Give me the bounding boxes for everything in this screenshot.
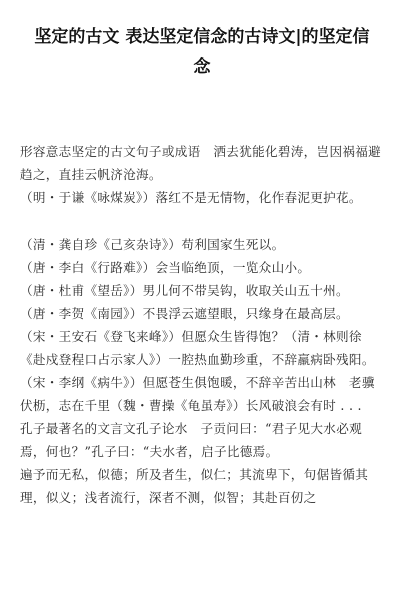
paragraph: （清・龚自珍《己亥杂诗》）苟利国家生死以。	[20, 237, 285, 252]
article-body	[20, 140, 384, 509]
paragraph-gap	[20, 209, 384, 233]
paragraph: 遍予而无私，似德；所及者生，似仁；其流卑下，句倨皆循其理，似义；浅者流行，深者不测，似智；其赴百仞之	[20, 467, 369, 505]
paragraph: （宋・李纲《病牛》）但愿苍生俱饱暖，不辞辛苦出山林 老骥伏枥，志在千里（魏・曹操《龟虽寿》）长风破浪会有时 . . .	[20, 375, 375, 413]
paragraph: （宋・王安石《登飞来峰》）但愿众生皆得饱？（清・林则徐《赴戍登程口占示家人》）一腔热血勤珍重，不辞羸病卧残阳。	[20, 329, 375, 367]
paragraph: （唐・杜甫《望岳》）男儿何不带吴钩，收取关山五十州。	[20, 283, 349, 298]
paragraph: （唐・李白《行路难》）会当临绝顶，一览众山小。	[20, 260, 311, 275]
paragraph: 孔子最著名的文言文孔子论水 子贡问曰：“君子见大水必观焉，何也？”孔子曰：“夫水者，启子比德焉。	[20, 421, 362, 459]
paragraph: 形容意志坚定的古文句子或成语 洒去犹能化碧涛，岂因祸福避趋之，直挂云帆济沧海。	[20, 144, 382, 182]
article-title: 坚定的古文 表达坚定信念的古诗文|的坚定信念	[34, 27, 370, 77]
paragraph: （明・于谦《咏煤炭》）落红不是无情物，化作春泥更护花。	[20, 190, 362, 205]
paragraph: （唐・李贺《南园》）不畏浮云遮望眼，只缘身在最高层。	[20, 306, 349, 321]
